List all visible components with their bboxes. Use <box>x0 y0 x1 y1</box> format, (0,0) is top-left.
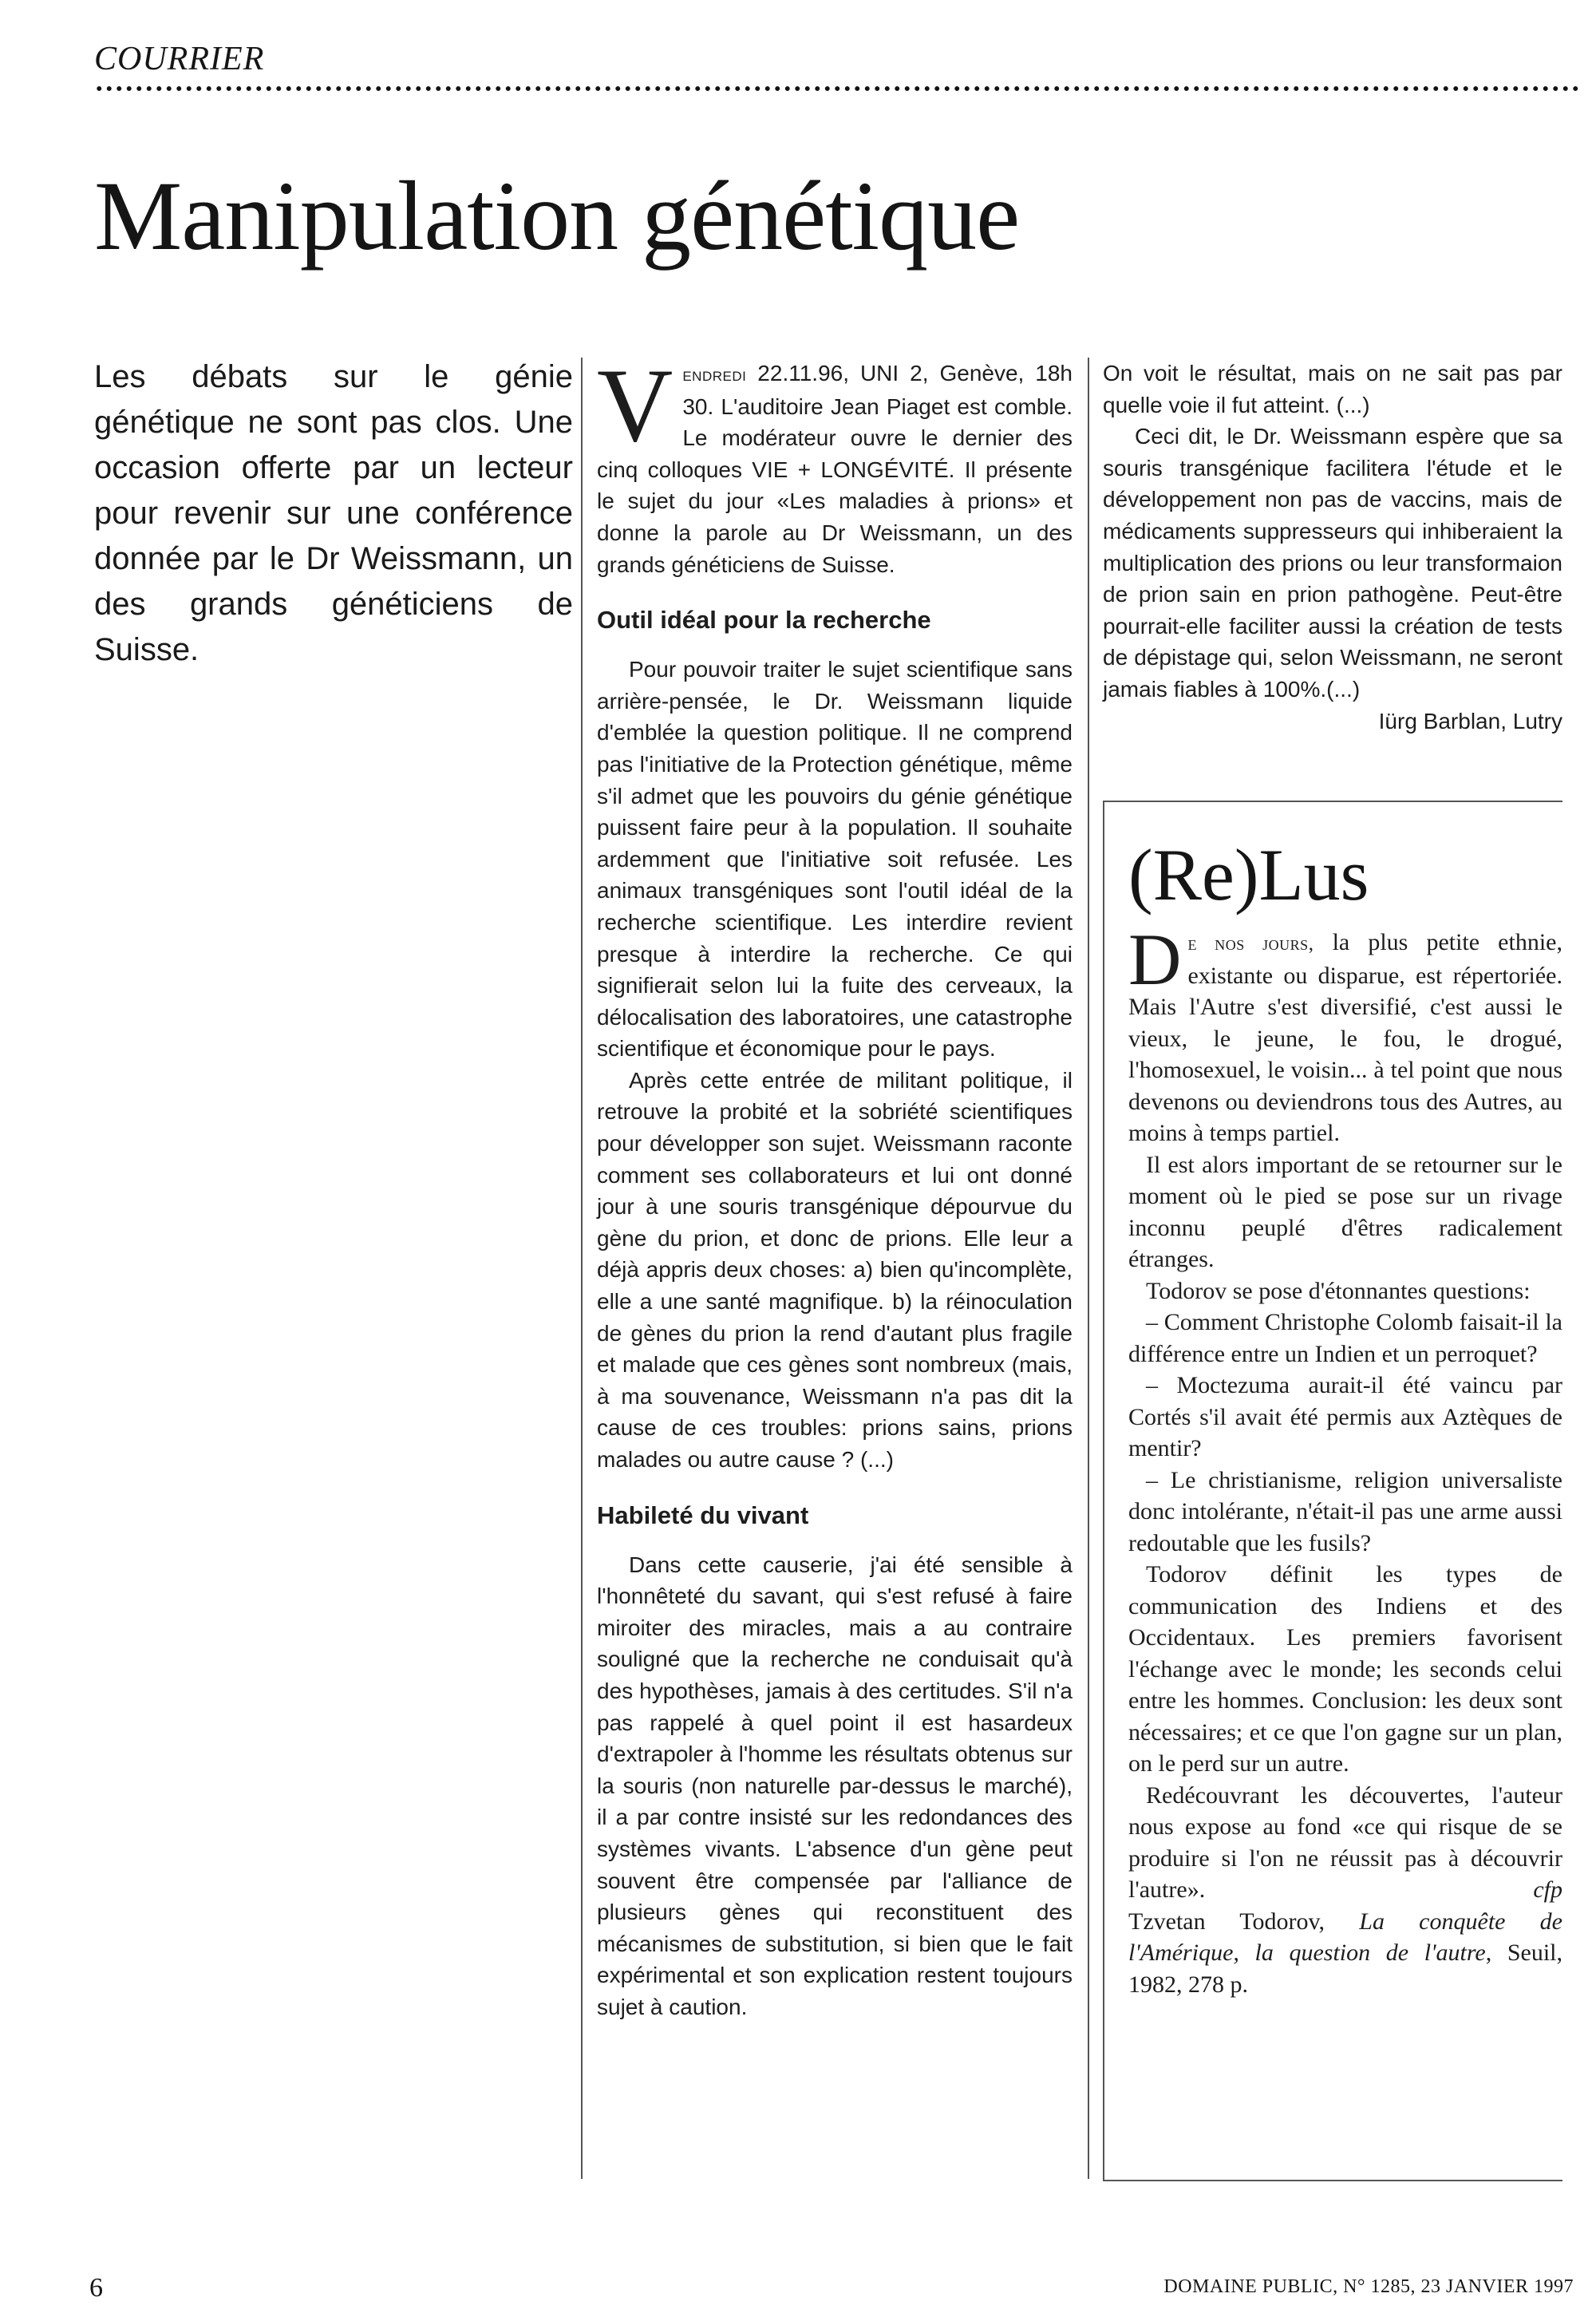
relus-title: (Re)Lus <box>1128 834 1369 915</box>
relus-question: – Comment Christophe Colomb faisait-il la différence entre un Indien et un perroquet? <box>1128 1309 1562 1367</box>
section-rubric: COURRIER <box>94 41 265 77</box>
article-paragraph-intro: Vendredi 22.11.96, UNI 2, Genève, 18h 30. L'auditoire Jean Piaget est comble. Le modérateur ouvre le dernier des cinq colloques VIE + LONGÉVITÉ. Il présente le sujet du jour «Les maladies à prions» et donne la parole au Dr Weissmann, un des grands généticiens de Suisse. <box>597 346 1073 577</box>
publication-footer: DOMAINE PUBLIC, N° 1285, 23 JANVIER 1997 <box>1163 2276 1574 2297</box>
relus-paragraph: Todorov définit les types de communication des Indiens et des Occidentaux. Les premiers favorisent l'échange avec le monde; les seconds celui entre les hommes. Conclusion: les deux sont nécessaires; et ce que l'on gagne sur un plan, on le perd sur un autre. <box>1128 1561 1562 1777</box>
subheading-outil: Outil idéal pour la recherche <box>597 606 931 635</box>
article-paragraph: Dans cette causerie, j'ai été sensible à l'honnêteté du savant, qui s'est refusé à faire miroiter des miracles, mais a au contraire souligné que la recherche ne conduisait qu'à des hypothèses, jamais à des certitudes. S'il n'a pas rappelé à quel point il est hasardeux d'extrapoler à l'homme les résultats obtenus sur la souris (non naturelle par-dessus le marché), il a par contre insisté sur les redondances des systèmes vivants. L'absence d'un gène peut souvent être compensée par l'alliance de plusieurs gènes qui reconstituent des mécanismes de substitution, si bien que le fait expérimental et son explication restent toujours sujet à caution. <box>597 1552 1073 2019</box>
drop-cap: V <box>597 346 674 464</box>
column-rule-left <box>581 358 583 2179</box>
relus-paragraph: Redécouvrant les découvertes, l'auteur nous expose au fond «ce qui risque de se produire si l'on ne réussit pas à découvrir l'autre». cfp <box>1128 1780 1562 1906</box>
relus-reference: Tzvetan Todorov, La conquête de l'Amérique, la question de l'autre, Seuil, 1982, 278 p. <box>1128 1908 1562 1998</box>
relus-box <box>1103 801 1562 2181</box>
relus-question: – Le christianisme, religion universaliste donc intolérante, n'était-il pas une arme aussi redoutable que les fusils? <box>1128 1466 1562 1556</box>
article-paragraph: Pour pouvoir traiter le sujet scientifique sans arrière-pensée, le Dr. Weissmann liquide d'emblée la question politique. Il ne comprend pas l'initiative de la Protection génétique, même s'il admet que les pouvoirs du génie génétique puissent faire peur à la population. Il souhaite ardemment que l'initiative soit refusée. Les animaux transgéniques sont l'outil idéal de la recherche scientifique. Les interdire revient presque à interdire la recherche. Ce qui signifierait selon lui la fuite des cerveaux, la délocalisation des laboratoires, une catastrophe scientifique et économique pour le pays. <box>597 657 1073 1062</box>
article-column-2 <box>1103 358 1562 737</box>
relus-initials: cfp <box>1533 1876 1562 1903</box>
article-column-1 <box>597 346 1073 2023</box>
article-title: Manipulation génétique <box>94 161 1020 271</box>
article-paragraph: On voit le résultat, mais on ne sait pas par quelle voie il fut atteint. (...) <box>1103 361 1562 417</box>
relus-paragraph: Todorov se pose d'étonnantes questions: <box>1146 1277 1531 1304</box>
page-number: 6 <box>89 2273 103 2303</box>
article-paragraph: Ceci dit, le Dr. Weissmann espère que sa souris transgénique facilitera l'étude et le développement non pas de vaccins, mais de médicaments suppresseurs qui inhiberaient la multiplication des prions ou leur transformaion de prion sain en prion pathogène. Peut-être pourrait-elle faciliter aussi la création de tests de dépistage qui, selon Weissmann, ne seront jamais fiables à 100%.(...) <box>1103 424 1562 702</box>
relus-paragraph: Il est alors important de se retourner sur le moment où le pied se pose sur un rivage inconnu peuplé d'êtres radicalement étranges. <box>1128 1151 1562 1272</box>
relus-paragraph: De nos jours, la plus petite ethnie, existante ou disparue, est répertoriée. Mais l'Autre s'est diversifié, c'est aussi le vieux, le jeune, le fou, le drogué, l'homosexuel, le voisin... à tel point que nous devenons ou deviendrons tous des Autres, au moins à temps partiel. <box>1128 919 1562 1146</box>
relus-body <box>1128 919 1562 2000</box>
article-paragraph: Après cette entrée de militant politique, il retrouve la probité et la sobriété scientifiques pour développer son sujet. Weissmann raconte comment ses collaborateurs et lui ont donné jour à une souris transgénique dépourvue du gène du prion, et donc de prions. Elle leur a déjà appris deux choses: a) bien qu'incomplète, elle a une santé magnifique. b) la réinoculation de gènes du prion la rend d'autant plus fragile et malade que ces gènes sont nombreux (mais, à ma souvenance, Weissmann n'a pas dit la cause de ces troubles: prions sains, prions malades ou autre cause ? (...) <box>597 1067 1073 1472</box>
drop-cap: D <box>1128 919 1182 1000</box>
subheading-habilete: Habileté du vivant <box>597 1501 809 1529</box>
article-signature: Iürg Barblan, Lutry <box>1378 708 1562 733</box>
relus-question: – Moctezuma aurait-il été vaincu par Cortés s'il avait été permis aux Aztèques de mentir? <box>1128 1372 1562 1461</box>
column-rule-right <box>1088 358 1089 2179</box>
article-lead: Les débats sur le génie génétique ne sont pas clos. Une occasion offerte par un lecteur pour revenir sur une conférence donnée par le Dr Weissmann, un des grands généticiens de Suisse. <box>94 359 573 667</box>
dotted-rule <box>94 85 1578 93</box>
